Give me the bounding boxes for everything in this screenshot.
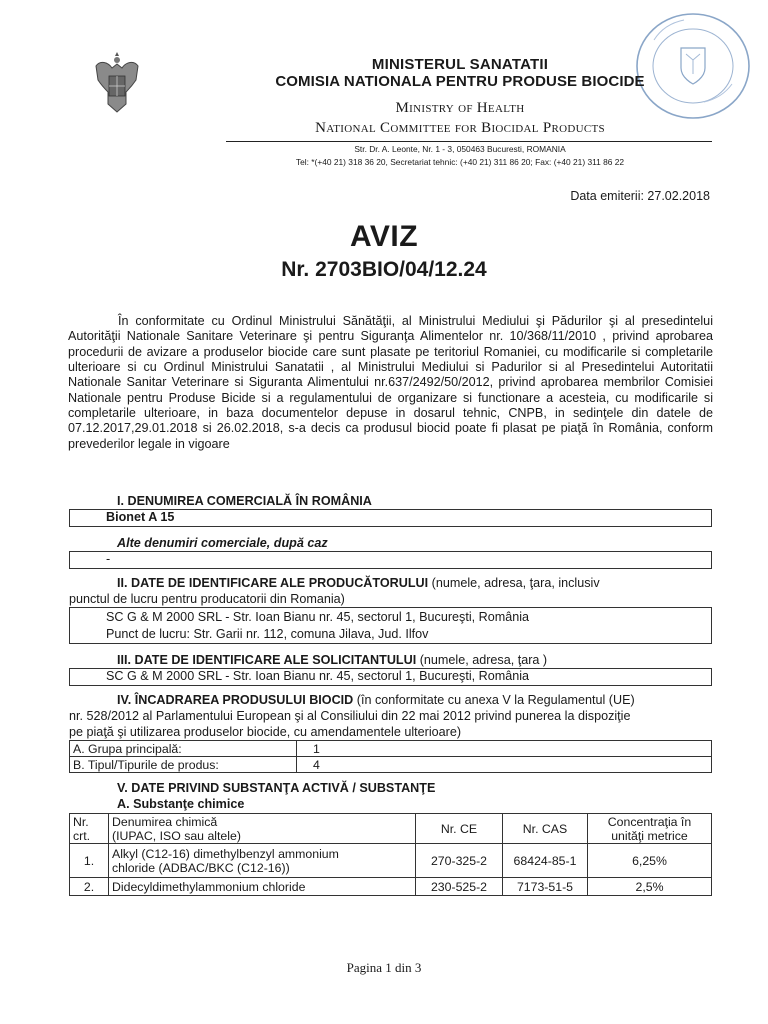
- section1-heading: I. DENUMIREA COMERCIALĂ ÎN ROMÂNIA: [117, 494, 372, 508]
- col-conc-header: Concentraţia în unităţi metrice: [588, 814, 712, 844]
- col-name-header: Denumirea chimică (IUPAC, ISO sau altele): [109, 814, 416, 844]
- col-ce-header: Nr. CE: [416, 814, 503, 844]
- section4-heading: IV. ÎNCADRAREA PRODUSULUI BIOCID (în conformitate cu anexa V la Regulamentul (UE): [117, 693, 635, 707]
- document-title: AVIZ: [349, 220, 419, 253]
- substance-row: [70, 844, 712, 878]
- issue-date: Data emiterii: 27.02.2018: [570, 189, 710, 203]
- producer-workpoint: Punct de lucru: Str. Garii nr. 112, comuna Jilava, Jud. Ilfov: [106, 627, 429, 641]
- col-nr-header: Nr. crt.: [70, 814, 109, 844]
- classification-table: [69, 740, 712, 773]
- address-line: Str. Dr. A. Leonte, Nr. 1 - 3, 050463 Bucuresti, ROMANIA: [354, 144, 566, 154]
- trade-name-box: [69, 509, 712, 527]
- applicant-address: SC G & M 2000 SRL - Str. Ioan Bianu nr. 45, sectorul 1, Bucureşti, România: [106, 669, 530, 683]
- classification-label: A. Grupa principală:: [70, 741, 297, 757]
- coat-of-arms-icon: [92, 50, 142, 116]
- substance-nr: 1.: [70, 844, 109, 878]
- classification-value: 1: [297, 741, 712, 757]
- substances-header-row: [70, 814, 712, 844]
- producer-address: SC G & M 2000 SRL - Str. Ioan Bianu nr. 45, sectorul 1, Bucureşti, România: [106, 610, 530, 624]
- page-footer: Pagina 1 din 3: [346, 960, 422, 975]
- ministry-name-en: Ministry of Health: [395, 100, 525, 116]
- intro-paragraph: În conformitate cu Ordinul Ministrului Sănătăţii, al Ministrului Mediului şi Pădurilor şi al presedintelui Autorităţii Nationale Sanitare Veterinare şi pentru Siguranţa Alimentelor nr. 10/368/11/2010 , privind aprobarea procedurii de avizare a produselor biocide care sunt plasate pe teritoriul Romaniei, cu modificarile si completarile ulterioare si cu Ordinul Ministrului Sanatatii , al Ministrului Mediului si Padurilor si al Presedintelui Autoritatii Nationale Sanitar Veterinare si Siguranta Alimentului nr.637/2492/50/2012, privind aprobarea membrilor Comisiei Nationale pentru Produse Bicide si a regulamentului de organizare si functionare a acesteia, cu modificarile si completarile ulterioare, in baza documentelor depuse in dosarul tehnic, CNPB, in sedinţele din datele de 07.12.2017,29.01.2018 si 26.02.2018, s-a decis ca produsul biocid poate fi plasat pe piaţă în România, conform prevederilor legale in vigoare: [68, 314, 713, 451]
- section5-heading: V. DATE PRIVIND SUBSTANŢA ACTIVĂ / SUBSTANŢE: [117, 781, 436, 795]
- section4-note: (în conformitate cu anexa V la Regulamentul (UE): [356, 693, 635, 707]
- header-divider: [226, 141, 712, 142]
- alt-names-value: -: [106, 552, 111, 566]
- substance-row: [70, 878, 712, 896]
- substance-name: Alkyl (C12-16) dimethylbenzyl ammonium chloride (ADBAC/BKC (C12-16)): [109, 844, 416, 878]
- committee-name-en: National Committee for Biocidal Products: [315, 120, 605, 136]
- alt-names-box: [69, 551, 712, 569]
- section2-note-cont: punctul de lucru pentru producatorii din Romania): [69, 592, 345, 606]
- substance-conc: 6,25%: [588, 844, 712, 878]
- ministry-name-ro: MINISTERUL SANATATII: [371, 56, 549, 73]
- substance-cas: 68424-85-1: [503, 844, 588, 878]
- substance-conc: 2,5%: [588, 878, 712, 896]
- substance-ce: 230-525-2: [416, 878, 503, 896]
- section4-note-line2: nr. 528/2012 al Parlamentului European şi al Consiliului din 22 mai 2012 privind punerea la dispoziţie: [69, 709, 631, 723]
- section2-note: (numele, adresa, ţara, inclusiv: [431, 576, 600, 590]
- substance-name: Didecyldimethylammonium chloride: [109, 878, 416, 896]
- applicant-box: [69, 668, 712, 686]
- substance-nr: 2.: [70, 878, 109, 896]
- producer-box: [69, 607, 712, 644]
- classification-value: 4: [297, 757, 712, 773]
- contact-line: Tel: *(+40 21) 318 36 20, Secretariat tehnic: (+40 21) 311 86 20; Fax: (+40 21) 311 86 22: [295, 157, 625, 167]
- section3-heading: III. DATE DE IDENTIFICARE ALE SOLICITANTULUI (numele, adresa, ţara ): [117, 653, 548, 667]
- committee-name-ro: COMISIA NATIONALA PENTRU PRODUSE BIOCIDE: [275, 73, 645, 90]
- classification-label: B. Tipul/Tipurile de produs:: [70, 757, 297, 773]
- classification-row: [70, 757, 712, 773]
- substance-ce: 270-325-2: [416, 844, 503, 878]
- section4-note-line3: pe piaţă şi utilizarea produselor biocide, cu amendamentele ulterioare): [69, 725, 462, 739]
- substances-table: [69, 813, 712, 896]
- document-number: Nr. 2703BIO/04/12.24: [281, 258, 487, 281]
- trade-name-value: Bionet A 15: [106, 510, 175, 524]
- col-cas-header: Nr. CAS: [503, 814, 588, 844]
- classification-row: [70, 741, 712, 757]
- section5-subheading: A. Substanţe chimice: [117, 797, 245, 811]
- section3-note: (numele, adresa, ţara ): [419, 653, 548, 667]
- section2-heading: II. DATE DE IDENTIFICARE ALE PRODUCĂTORULUI (numele, adresa, ţara, inclusiv: [117, 576, 600, 590]
- alt-names-heading: Alte denumiri comerciale, după caz: [117, 536, 328, 550]
- substance-cas: 7173-51-5: [503, 878, 588, 896]
